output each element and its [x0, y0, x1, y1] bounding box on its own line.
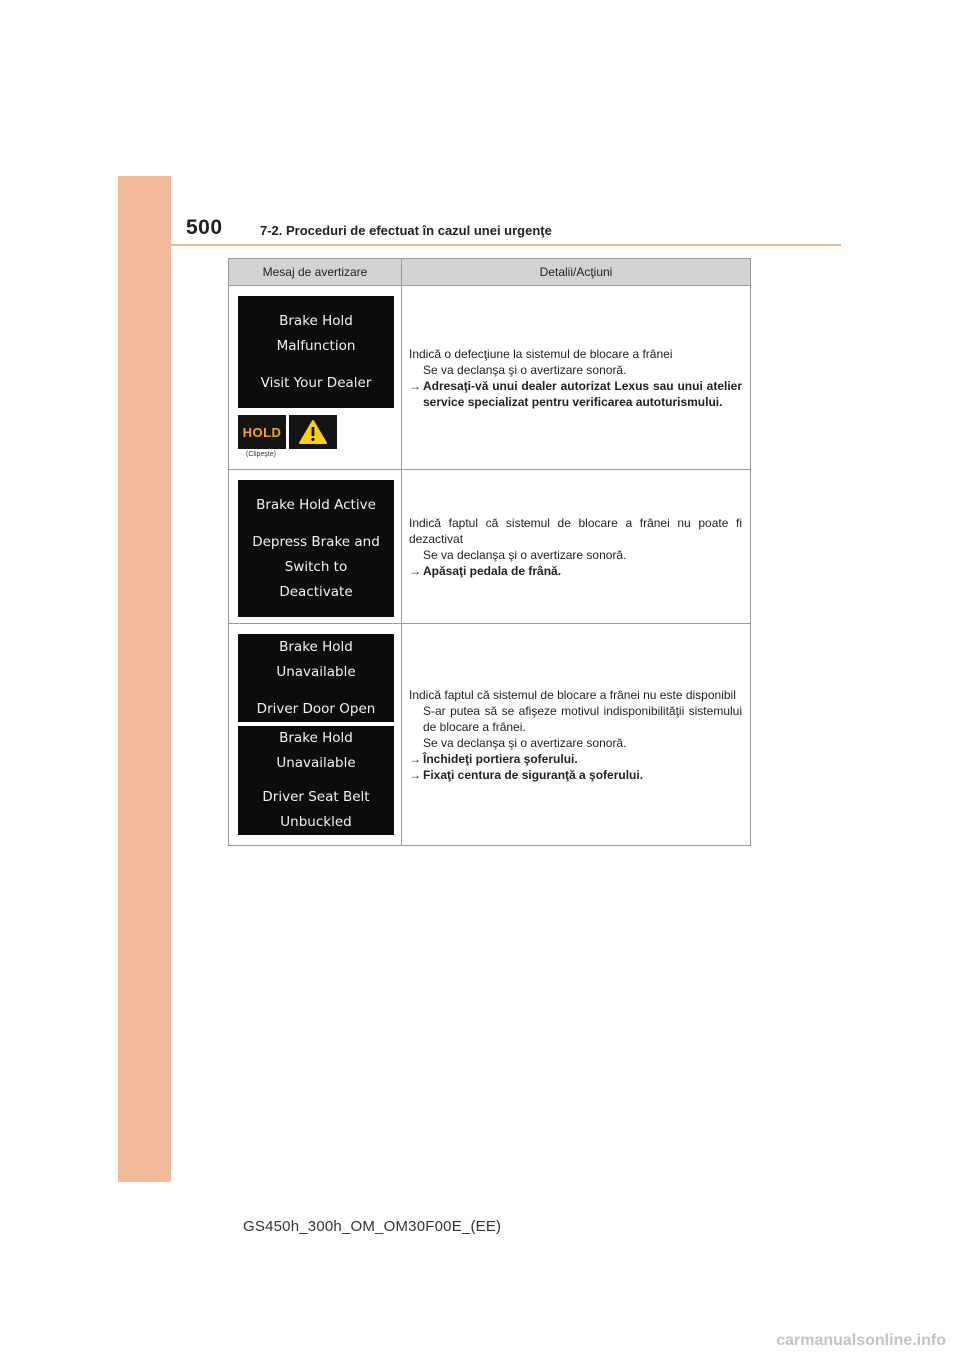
message-cell	[229, 470, 402, 624]
display-line: Brake Hold Unavailable	[276, 638, 356, 680]
details-cell	[402, 470, 751, 624]
display-line: Visit Your Dealer	[260, 374, 372, 391]
description: Indică faptul că sistemul de blocare a frânei nu poate fi dezactivat	[409, 515, 742, 546]
display-line: Depress Brake and	[252, 533, 380, 550]
hold-indicator-icon: HOLD	[238, 415, 286, 449]
arrow-icon: →	[409, 563, 421, 578]
action: → Apăsaţi pedala de frână.	[409, 563, 562, 578]
table-row	[229, 624, 751, 846]
table-row	[229, 470, 751, 624]
header-rule	[171, 244, 841, 246]
table-header-row	[229, 259, 751, 286]
footer-code: GS450h_300h_OM_OM30F00E_(EE)	[243, 1218, 502, 1235]
note: Se va declanşa şi o avertizare sonoră.	[423, 735, 627, 750]
arrow-icon: →	[409, 751, 421, 766]
message-cell	[229, 624, 402, 846]
display-driver-seat-belt	[238, 726, 394, 835]
header-details: Detalii/Acţiuni	[402, 259, 751, 286]
display-line: Brake Hold Unavailable	[276, 730, 356, 771]
display-line: Brake Hold Active	[256, 496, 376, 513]
header-message: Mesaj de avertizare	[229, 259, 402, 286]
arrow-icon: →	[409, 767, 421, 782]
display-line: Brake Hold	[279, 312, 353, 329]
table-row	[229, 286, 751, 470]
action: → Adresaţi-vă unui dealer autorizat Lexus sau unui atelier service specializat pentru verificarea autoturismului.	[409, 378, 742, 409]
note: Se va declanşa şi o avertizare sonoră.	[423, 362, 627, 377]
blink-note: (Clipeşte)	[246, 451, 276, 458]
note: S-ar putea să se afişeze motivul indisponibilităţii sistemului de blocare a frânei.	[423, 703, 742, 734]
display-line: Driver Door Open	[256, 700, 376, 717]
note: Se va declanşa şi o avertizare sonoră.	[423, 547, 627, 562]
message-cell	[229, 286, 402, 470]
display-line: Switch to	[284, 558, 348, 575]
description: Indică o defecţiune la sistemul de blocare a frânei	[409, 346, 673, 361]
display-line: Unbuckled	[280, 814, 352, 830]
warning-table	[228, 258, 751, 846]
display-driver-door-open	[238, 634, 394, 722]
warning-triangle-icon	[289, 415, 337, 449]
action: → Închideţi portiera şoferului.	[409, 751, 578, 766]
details-cell	[402, 624, 751, 846]
display-malfunction	[238, 296, 394, 408]
details-cell	[402, 286, 751, 470]
display-line: Deactivate	[279, 583, 353, 600]
display-line: Driver Seat Belt	[262, 789, 370, 805]
action: → Fixaţi centura de siguranţă a şoferului.	[409, 767, 644, 782]
display-line: Malfunction	[276, 337, 356, 354]
page-number: 500	[186, 216, 223, 239]
arrow-icon: →	[409, 378, 421, 393]
display-brake-hold-active	[238, 480, 394, 617]
indicator-lights	[238, 415, 401, 449]
watermark: carmanualsonline.info	[776, 1332, 946, 1349]
section-title: 7-2. Proceduri de efectuat în cazul unei urgenţe	[260, 223, 552, 238]
description: Indică faptul că sistemul de blocare a frânei nu este disponibil	[409, 687, 736, 702]
side-band	[118, 176, 171, 1182]
